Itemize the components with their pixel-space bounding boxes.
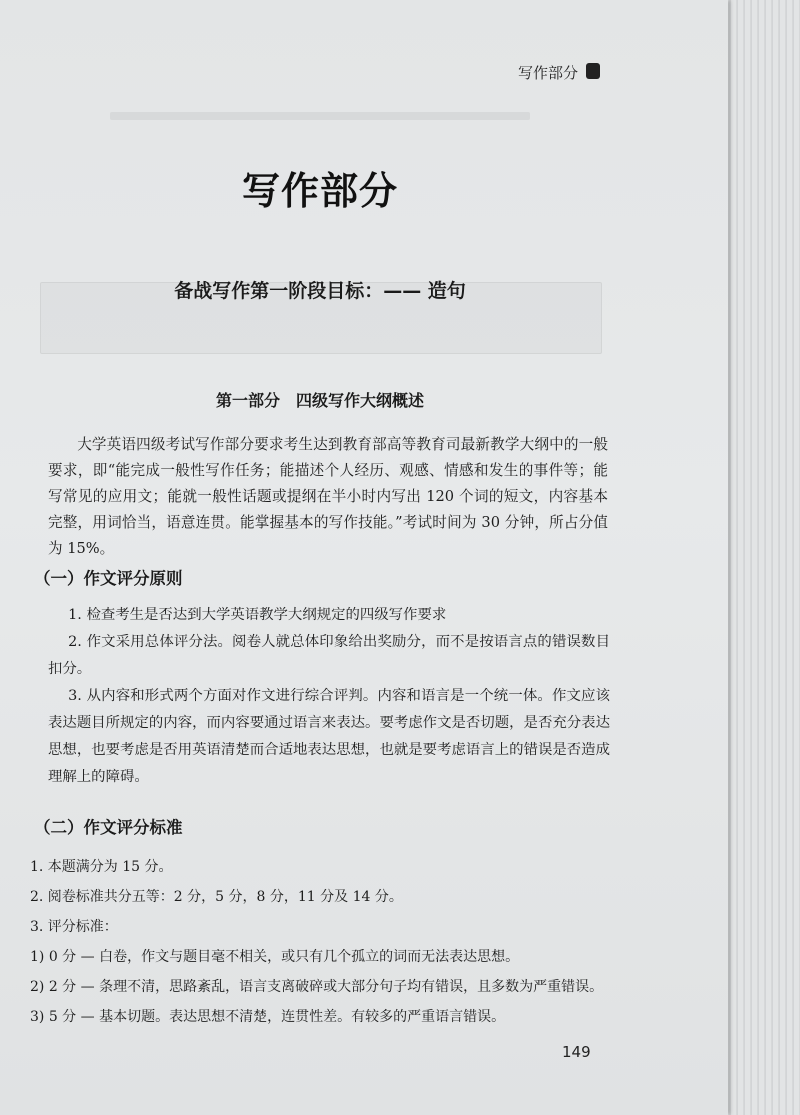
standard-item: 3) 5 分 — 基本切题。表达思想不清楚，连贯性差。有较多的严重语言错误。 [30,1009,506,1025]
show-through-line [110,112,530,120]
running-header-title: 写作部分 [517,64,578,82]
principles-list [48,602,610,791]
principle-item: 2. 作文采用总体评分法。阅卷人就总体印象给出奖励分，而不是按语言点的错误数目扣分。 [48,634,610,677]
book-icon [586,63,600,79]
principle-item: 3. 从内容和形式两个方面对作文进行综合评判。内容和语言是一个统一体。作文应该表达题目所规定的内容，而内容要通过语言来表达。要考虑作文是否切题，是否充分表达思想，也要考虑是否用英语清楚而合适地表达思想，也就是要考虑语言上的错误是否造成理解上的障碍。 [48,688,610,785]
section-heading-principles: （一）作文评分原则 [34,569,183,588]
page-number: 149 [562,1043,591,1061]
page-title: 写作部分 [241,169,398,213]
standard-item: 1) 0 分 — 白卷，作文与题目毫不相关，或只有几个孤立的词而无法表达思想。 [30,949,520,965]
standard-item: 3. 评分标准： [30,919,118,935]
section-heading-standards: （二）作文评分标准 [34,818,183,837]
standards-list [30,852,620,1032]
standard-item: 1. 本题满分为 15 分。 [30,859,173,875]
standard-item: 2) 2 分 — 条理不清，思路紊乱，语言支离破碎或大部分句子均有错误，且多数为严重错误。 [30,979,604,995]
part-heading: 第一部分 四级写作大纲概述 [215,391,424,410]
principle-item: 1. 检查考生是否达到大学英语教学大纲规定的四级写作要求 [68,607,447,623]
standard-item: 2. 阅卷标准共分五等：2 分，5 分，8 分，11 分及 14 分。 [30,889,403,905]
page-subtitle: 备战写作第一阶段目标：—— 造句 [174,280,466,302]
intro-paragraph: 大学英语四级考试写作部分要求考生达到教育部高等教育司最新教学大纲中的一般要求，即“能完成一般性写作任务；能描述个人经历、观感、情感和发生的事件等；能写常见的应用文；能就一般性话题或提纲在半小时内写出 120 个词的短文，内容基本完整，用词恰当，语意连贯。能掌握基本的写作技能。”考试时间为 30 分钟，所占分值为 15%。 [48,436,608,557]
